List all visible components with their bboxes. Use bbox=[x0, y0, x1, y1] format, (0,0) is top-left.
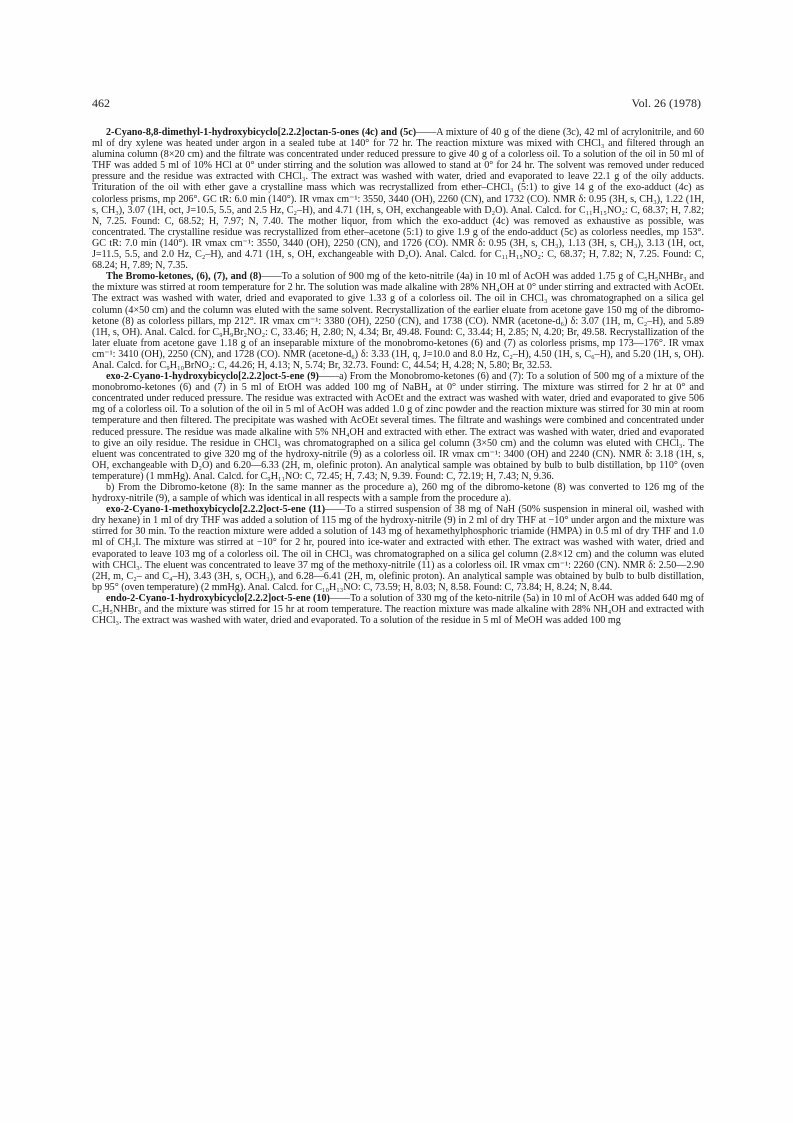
paragraph-text: a) From the Monobromo-ketones (6) and (7): To a solution of 500 mg of a mixture of the monobromo-ketones (6) and (7) in 5 ml of EtOH was added 100 mg of NaBH₄ at 0° under stirring. The mixture was stirred for 2 hr at 0° and concentrated under reduced pressure. The residue was extracted with AcOEt and the extract was washed with water, dried and evaporated to give 506 mg of a colorless oil. To a solution of the oil in 5 ml of AcOH was added 1.0 g of zinc powder and the reaction mixture was stirred for 30 min at room temperature and then filtered. The precipitate was washed with AcOEt several times. The filtrate and washings were combined and concentrated under reduced pressure. The residue was made alkaline with 5% NH₄OH and extracted with ether. The extract was washed with water, dried and evaporated to give an oily residue. The residue in CHCl₃ was chromatographed on a silica gel column (3×50 cm) and the column was eluted with CHCl₃. The eluent was concentrated to give 320 mg of the hydroxy-nitrile (9) as a colorless oil. IR νmax cm⁻¹: 3400 (OH) and 2240 (CN). NMR δ: 3.18 (1H, s, OH, exchangeable with D₂O) and 6.20—6.33 (2H, m, olefinic proton). An analytical sample was obtained by bulb to bulb distillation, bp 110° (oven temperature) (1 mmHg). Anal. Calcd. for C₉H₁₁NO: C, 72.45; H, 7.43; N, 9.39. Found: C, 72.19; H, 7.43; N, 9.36. bbox=[92, 371, 705, 482]
paragraph-text: A mixture of 40 g of the diene (3c), 42 ml of acrylonitrile, and 60 ml of dry xylene was heated under argon in a sealed tube at 140° for 72 hr. The reaction mixture was mixed with CHCl₃ and filtered through an alumina column (8×20 cm) and the filtrate was concentrated under reduced pressure to give 40 g of a colorless oil. To a solution of the oil in 50 ml of THF was added 5 ml of 10% HCl at 0° under stirring and the solution was allowed to stand at 0° for 24 hr. The solvent was removed under reduced pressure and the residue was extracted with CHCl₃. The extract was washed with water, dried and evaporated to leave 22.1 g of the oily adducts. Trituration of the oil with ether gave a crystalline mass which was recrystallized from ether–CHCl₃ (5:1) to give 14 g of the exo-adduct (4c) as colorless prisms, mp 206°. GC tR: 6.0 min (140°). IR νmax cm⁻¹: 3550, 3440 (OH), 2260 (CN), and 1732 (CO). NMR δ: 0.95 (3H, s, CH₃), 1.22 (1H, s, CH₃), 3.07 (1H, oct, J=10.5, 5.5, and 2.5 Hz, C₂–H), and 4.71 (1H, s, OH, exchangeable with D₂O). Anal. Calcd. for C₁₁H₁₅NO₂: C, 68.37; H, 7.82; N, 7.25. Found: C, 68.52; H, 7.97; N, 7.40. The mother liquor, from which the exo-adduct (4c) was removed as exhaustive as possible, was concentrated. The crystalline residue was recrystallized from ether–acetone (5:1) to give 1.9 g of the endo-adduct (5c) as colorless needles, mp 153°. GC tR: 7.0 min (140°). IR νmax cm⁻¹: 3550, 3440 (OH), 2250 (CN), and 1726 (CO). NMR δ: 0.95 (3H, s, CH₃), 1.13 (3H, s, CH₃), 3.13 (1H, oct, J=11.5, 5.5, and 2.0 Hz, C₂–H), and 4.71 (1H, s, OH, exchangeable with D₂O). Anal. Calcd. for C₁₁H₁₅NO₂: C, 68.37; H, 7.82; N, 7.25. Found: C, 68.24; H, 7.89; N, 7.35. bbox=[92, 127, 704, 272]
section-heading: 2-Cyano-8,8-dimethyl-1-hydroxybicyclo[2.2.2]octan-5-ones (4c) and (5c) bbox=[106, 127, 417, 138]
article-body bbox=[92, 127, 704, 626]
heading-separator: —— bbox=[416, 127, 437, 138]
page-number: 462 bbox=[92, 96, 110, 110]
heading-separator: —— bbox=[329, 592, 351, 604]
paragraph-procedure-b bbox=[92, 482, 704, 504]
paragraph-text: To a solution of 900 mg of the keto-nitrile (4a) in 10 ml of AcOH was added 1.75 g of C₅H₅NHBr₃ and the mixture was stirred at room temperature for 2 hr. The solution was made alkaline with 28% NH₄OH at 0° under stirring and extracted with AcOEt. The extract was washed with water, dried and evaporated to give 1.33 g of a colorless oil. The oil in CHCl₃ was chromatographed on a silica gel column (4×50 cm) and the column was eluted with the same solvent. Recrystallization of the earlier eluate from acetone gave 150 mg of the dibromo-ketone (8) as colorless pillars, mp 212°. IR νmax cm⁻¹: 3380 (OH), 2250 (CN), and 1738 (CO). NMR (acetone-d₆) δ: 3.07 (1H, m, C₂–H), and 5.89 (1H, s, OH). Anal. Calcd. for C₉H₉Br₂NO₂: C, 33.46; H, 2.80; N, 4.34; Br, 49.48. Found: C, 33.44; H, 2.85; N, 4.20; Br, 49.58. Recrystallization of the later eluate from acetone gave 1.18 g of an inseparable mixture of the monobromo-ketones (6) and (7) as colorless prisms, mp 173—176°. IR νmax cm⁻¹: 3410 (OH), 2250 (CN), and 1728 (CO). NMR (acetone-d₆) δ: 3.33 (1H, q, J=10.0 and 8.0 Hz, C₂–H), 4.50 (1H, s, C₆–H), and 5.20 (1H, s, OH). Anal. Calcd. for C₉H₁₀BrNO₂: C, 44.26; H, 4.13; N, 5.74; Br, 32.73. Found: C, 44.54; H, 4.28; N, 5.80; Br, 32.53. bbox=[92, 271, 704, 371]
section-heading: exo-2-Cyano-1-hydroxybicyclo[2.2.2]oct-5-ene (9) bbox=[106, 371, 319, 383]
section-heading: endo-2-Cyano-1-hydroxybicyclo[2.2.2]oct-5-ene (10) bbox=[106, 592, 330, 604]
page-header bbox=[92, 96, 701, 110]
paragraph-4c-5c bbox=[92, 127, 704, 271]
paragraph-text: To a solution of 330 mg of the keto-nitrile (5a) in 10 ml of AcOH was added 640 mg of C₅H₅NHBr₃ and the mixture was stirred for 15 hr at room temperature. The reaction mixture was made alkaline with 28% NH₄OH and extracted with CHCl₃. The extract was washed with water, dried and evaporated. To a solution of the residue in 5 ml of MeOH was added 100 mg bbox=[92, 592, 704, 627]
journal-volume: Vol. 26 (1978) bbox=[631, 96, 701, 110]
heading-separator: —— bbox=[318, 371, 340, 383]
paragraph-endo-10 bbox=[92, 593, 704, 626]
section-heading: exo-2-Cyano-1-methoxybicyclo[2.2.2]oct-5-ene (11) bbox=[106, 504, 326, 516]
paragraph-exo-9 bbox=[92, 371, 704, 482]
paragraph-methoxy-11 bbox=[92, 504, 704, 593]
paragraph-text: To a stirred suspension of 38 mg of NaH (50% suspension in mineral oil, washed with dry hexane) in 1 ml of dry THF was added a solution of 115 mg of the hydroxy-nitrile (9) in 2 ml of dry THF at −10° under argon and the mixture was stirred for 30 min. To the reaction mixture were added a solution of 143 mg of hexamethylphosphoric triamide (HMPA) in 0.5 ml of dry THF and 1.0 ml of CH₃I. The mixture was stirred at −10° for 2 hr, poured into ice-water and extracted with ether. The extract was washed with water, dried and evaporated to leave 103 mg of a colorless oil. The oil in CHCl₃ was chromatographed on a silica gel column (2.8×12 cm) and the column was eluted with CHCl₃. The eluent was concentrated to leave 37 mg of the methoxy-nitrile (11) as a colorless oil. IR νmax cm⁻¹: 2260 (CN). NMR δ: 2.50—2.90 (2H, m, C₂– and C₄–H), 3.43 (3H, s, OCH₃), and 6.28—6.41 (2H, m, olefinic proton). An analytical sample was obtained by bulb to bulb distillation, bp 95° (oven temperature) (2 mmHg). Anal. Calcd. for C₁₀H₁₃NO: C, 73.59; H, 8.03; N, 8.58. Found: C, 73.84; H, 8.24; N, 8.44. bbox=[92, 504, 704, 593]
paragraph-text: b) From the Dibromo-ketone (8): In the same manner as the procedure a), 260 mg of the dibromo-ketone (8) was converted to 126 mg of the hydroxy-nitrile (9), a sample of which was identical in all respects with a sample from the procedure a). bbox=[92, 482, 704, 505]
heading-separator: —— bbox=[325, 504, 346, 516]
section-heading: The Bromo-ketones, (6), (7), and (8) bbox=[106, 271, 262, 283]
heading-separator: —— bbox=[261, 271, 282, 283]
paragraph-bromo-ketones bbox=[92, 271, 704, 371]
